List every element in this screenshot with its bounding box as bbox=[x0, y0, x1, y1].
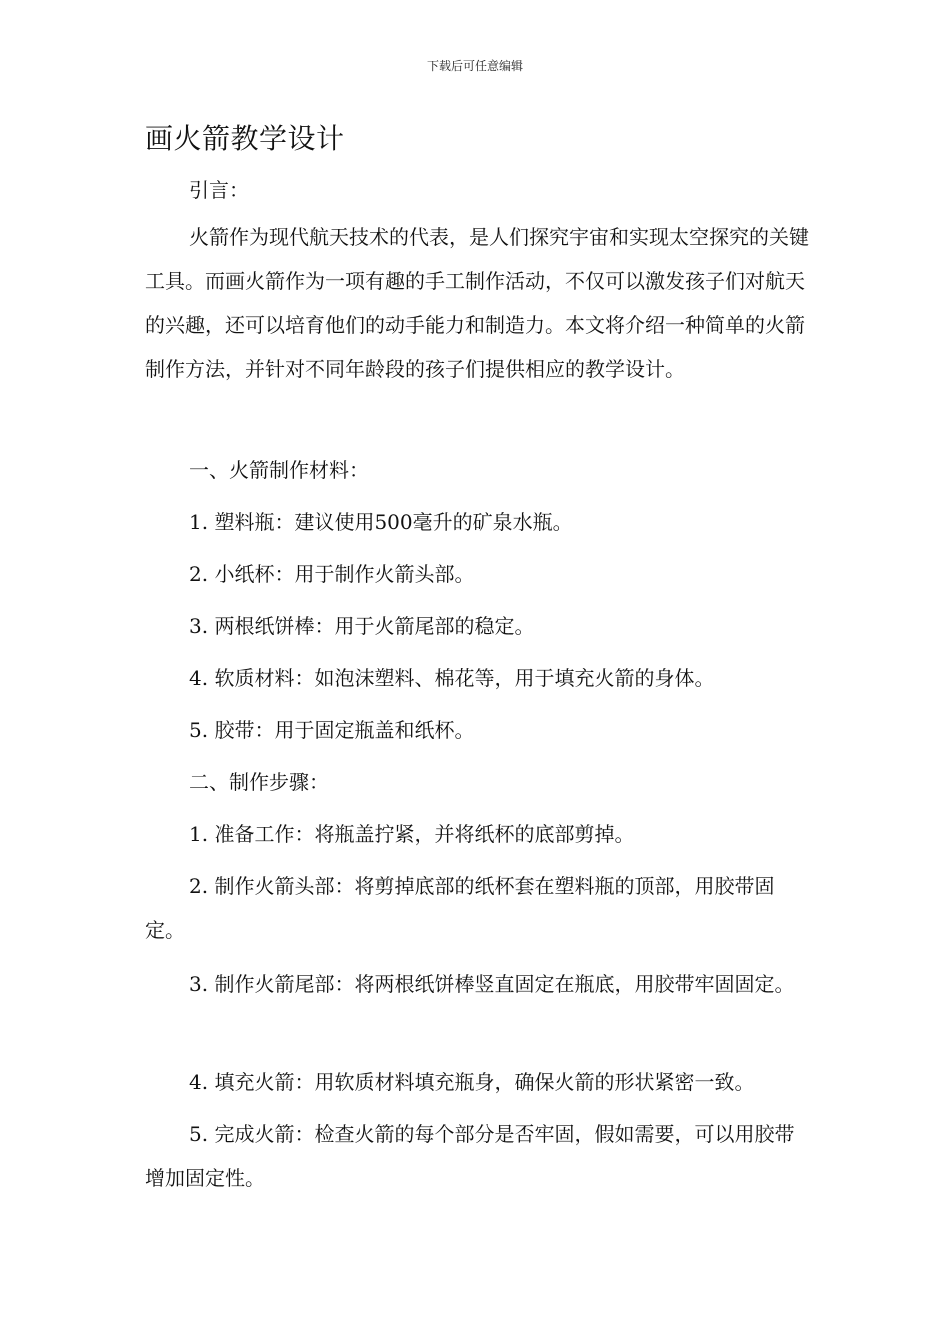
intro-paragraph-text: 火箭作为现代航天技术的代表，是人们探究宇宙和实现太空探究的关键工具。而画火箭作为一项有趣的手工制作活动，不仅可以激发孩子们对航天的兴趣，还可以培育他们的动手能力和制造力。本文将介绍一种简单的火箭制作方法，并针对不同年龄段的孩子们提供相应的教学设计。 bbox=[145, 225, 809, 381]
intro-heading bbox=[145, 168, 810, 212]
step-item-1 bbox=[145, 812, 810, 856]
list-item: 4. 填充火箭：用软质材料填充瓶身，确保火箭的形状紧密一致。 bbox=[189, 1070, 755, 1094]
step-item-3 bbox=[145, 962, 810, 1006]
material-item-2 bbox=[145, 552, 810, 596]
section-materials-heading bbox=[145, 448, 810, 492]
intro-paragraph bbox=[145, 215, 810, 391]
step-item-5 bbox=[145, 1112, 810, 1200]
section-heading: 二、制作步骤： bbox=[189, 770, 329, 794]
section-steps-heading bbox=[145, 760, 810, 804]
list-item: 4. 软质材料：如泡沫塑料、棉花等，用于填充火箭的身体。 bbox=[189, 666, 715, 690]
material-item-3 bbox=[145, 604, 810, 648]
list-item: 5. 胶带：用于固定瓶盖和纸杯。 bbox=[189, 718, 475, 742]
step-item-4 bbox=[145, 1060, 810, 1104]
list-item: 2. 制作火箭头部：将剪掉底部的纸杯套在塑料瓶的顶部，用胶带固定。 bbox=[145, 874, 775, 942]
document-title: 画火箭教学设计 bbox=[145, 122, 345, 155]
section-heading: 一、火箭制作材料： bbox=[189, 458, 369, 482]
list-item: 3. 两根纸饼棒：用于火箭尾部的稳定。 bbox=[189, 614, 535, 638]
intro-heading-text: 引言： bbox=[189, 178, 249, 202]
list-item: 2. 小纸杯：用于制作火箭头部。 bbox=[189, 562, 475, 586]
list-item: 1. 准备工作：将瓶盖拧紧，并将纸杯的底部剪掉。 bbox=[189, 822, 635, 846]
material-item-1 bbox=[145, 500, 810, 544]
header-note: 下载后可任意编辑 bbox=[426, 59, 523, 73]
material-item-5 bbox=[145, 708, 810, 752]
list-item: 5. 完成火箭：检查火箭的每个部分是否牢固，假如需要，可以用胶带增加固定性。 bbox=[145, 1122, 795, 1190]
step-item-2 bbox=[145, 864, 810, 952]
material-item-4 bbox=[145, 656, 810, 700]
list-item: 1. 塑料瓶：建议使用500毫升的矿泉水瓶。 bbox=[189, 510, 573, 534]
list-item: 3. 制作火箭尾部：将两根纸饼棒竖直固定在瓶底，用胶带牢固固定。 bbox=[189, 972, 795, 996]
